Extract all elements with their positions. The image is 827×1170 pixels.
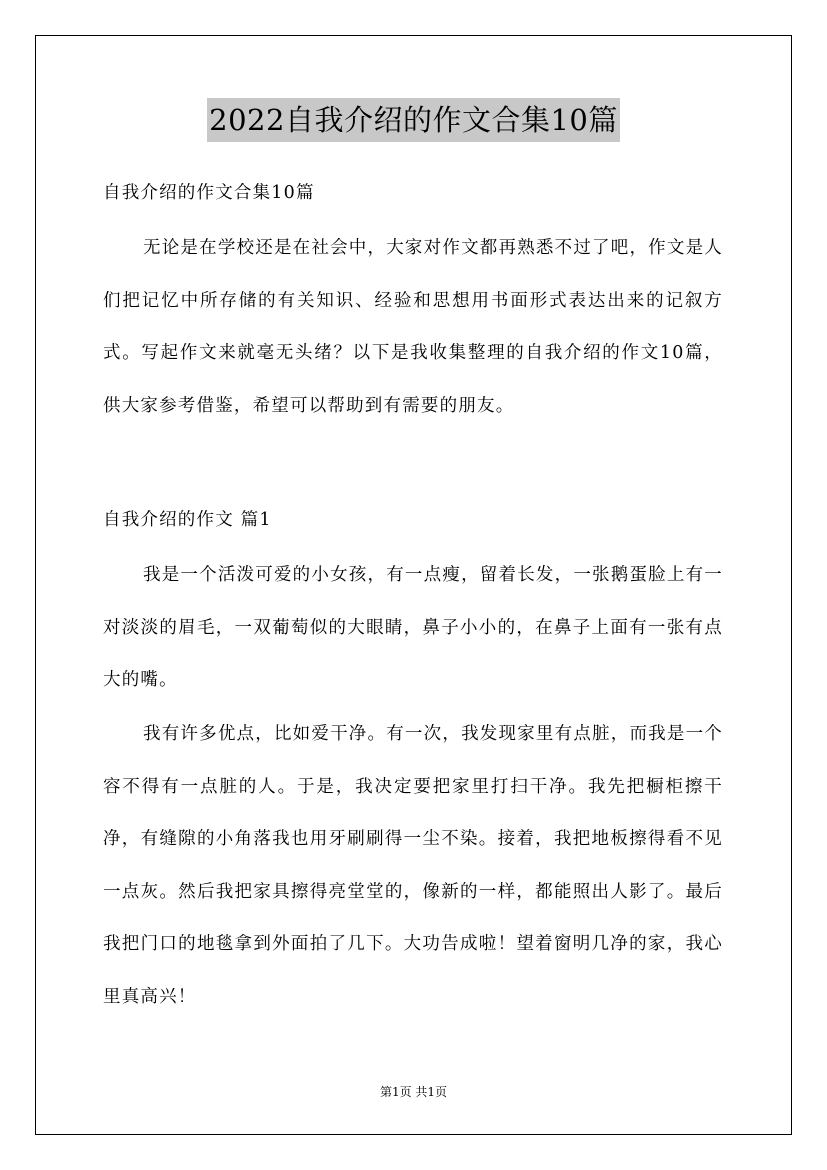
subtitle: 自我介绍的作文合集10篇 [103, 183, 315, 203]
title-container [0, 98, 827, 142]
page-footer: 第1页 共1页 [379, 1085, 448, 1099]
intro-paragraph: 无论是在学校还是在社会中，大家对作文都再熟悉不过了吧，作文是人们把记忆中所存储的有关知识、经验和思想用书面形式表达出来的记叙方式。写起作文来就毫无头绪？以下是我收集整理的自我介绍的作文10篇，供大家参考借鉴，希望可以帮助到有需要的朋友。 [103, 238, 723, 416]
body-paragraph-2: 我有许多优点，比如爱干净。有一次，我发现家里有点脏，而我是一个容不得有一点脏的人。于是，我决定要把家里打扫干净。我先把橱柜擦干净，有缝隙的小角落我也用牙刷刷得一尘不染。接着，我把地板擦得看不见一点灰。然后我把家具擦得亮堂堂的，像新的一样，都能照出人影了。最后我把门口的地毯拿到外面拍了几下。大功告成啦！望着窗明几净的家，我心里真高兴！ [103, 724, 723, 1007]
document-title: 2022自我介绍的作文合集10篇 [207, 98, 620, 142]
body-paragraph-1: 我是一个活泼可爱的小女孩，有一点瘦，留着长发，一张鹅蛋脸上有一对淡淡的眉毛，一双葡萄似的大眼睛，鼻子小小的，在鼻子上面有一张有点大的嘴。 [103, 565, 723, 690]
section-heading: 自我介绍的作文 篇1 [103, 510, 272, 530]
